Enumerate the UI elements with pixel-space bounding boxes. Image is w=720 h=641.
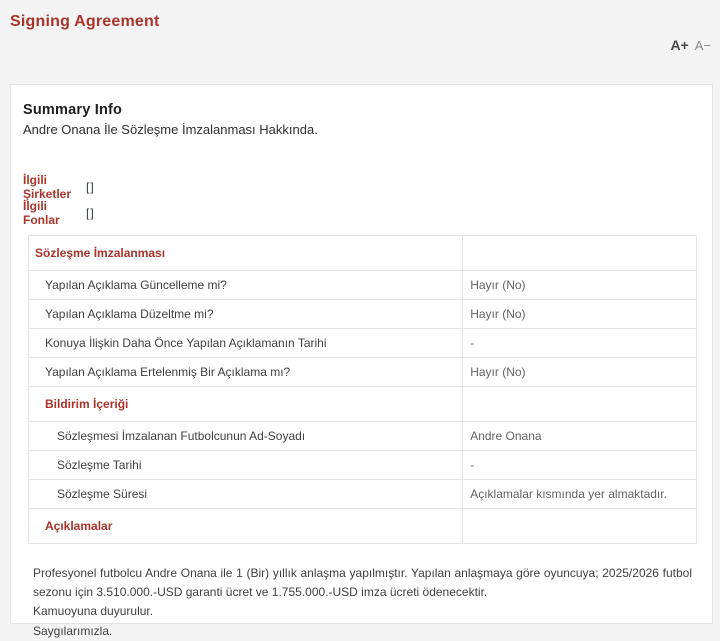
row-label: Yapılan Açıklama Ertelenmiş Bir Açıklama mı?: [29, 358, 463, 387]
table-row: [29, 387, 697, 422]
related-companies-value: []: [86, 180, 95, 194]
row-value: Hayır (No): [463, 358, 697, 387]
summary-subtitle: Andre Onana İle Sözleşme İmzalanması Hakkında.: [23, 122, 318, 137]
page-header: [0, 0, 720, 84]
font-decrease-button[interactable]: A−: [694, 37, 711, 53]
table-row: [29, 358, 697, 387]
row-value: -: [463, 329, 697, 358]
row-label: Açıklamalar: [29, 509, 463, 544]
table-row: [29, 329, 697, 358]
row-label: Sözleşmesi İmzalanan Futbolcunun Ad-Soyadı: [29, 422, 463, 451]
font-size-controls: [670, 37, 711, 53]
table-row: [29, 422, 697, 451]
row-label: Sözleşme Süresi: [29, 480, 463, 509]
row-value: [463, 387, 697, 422]
row-label: Sözleşme Tarihi: [29, 451, 463, 480]
related-funds-label: İlgili Fonlar: [23, 199, 60, 227]
table-row: [29, 300, 697, 329]
related-funds-value: []: [86, 206, 95, 220]
disclosure-table: [28, 235, 697, 544]
row-value: [463, 509, 697, 544]
summary-heading: Summary Info: [23, 102, 123, 118]
table-row: [29, 271, 697, 300]
table-row: [29, 451, 697, 480]
page-title: Signing Agreement: [10, 13, 160, 30]
disclosure-card: [10, 84, 713, 638]
related-companies-row: [23, 174, 700, 200]
font-increase-button[interactable]: A+: [670, 37, 689, 53]
row-value: Hayır (No): [463, 300, 697, 329]
row-label: Bildirim İçeriği: [29, 387, 463, 422]
related-entities: [23, 174, 700, 226]
table-row: [29, 509, 697, 544]
footer-paragraph: Profesyonel futbolcu Andre Onana ile 1 (Bir) yıllık anlaşma yapılmıştır. Yapılan anlaşmaya göre oyuncuya; 2025/2026 futbol sezonu için 3.510.000.-USD garanti ücret ve 1.755.000.-USD imza ücreti ödenecektir.: [33, 566, 692, 600]
row-label: Sözleşme İmzalanması: [29, 236, 463, 271]
footer-paragraph: Saygılarımızla.: [33, 623, 113, 638]
row-value: -: [463, 451, 697, 480]
related-companies-label: İlgili Şirketler: [23, 173, 72, 201]
row-value: Andre Onana: [463, 422, 697, 451]
row-value: Hayır (No): [463, 271, 697, 300]
row-label: Yapılan Açıklama Düzeltme mi?: [29, 300, 463, 329]
footer-paragraph: Kamuoyuna duyurulur.: [33, 604, 154, 619]
row-value: Açıklamalar kısmında yer almaktadır.: [463, 480, 697, 509]
row-label: Yapılan Açıklama Güncelleme mi?: [29, 271, 463, 300]
related-funds-row: [23, 200, 700, 226]
table-row: [29, 480, 697, 509]
row-label: Konuya İlişkin Daha Önce Yapılan Açıklamanın Tarihi: [29, 329, 463, 358]
table-row: [29, 236, 697, 271]
disclosure-footer-text: [33, 564, 692, 641]
row-value: [463, 236, 697, 271]
